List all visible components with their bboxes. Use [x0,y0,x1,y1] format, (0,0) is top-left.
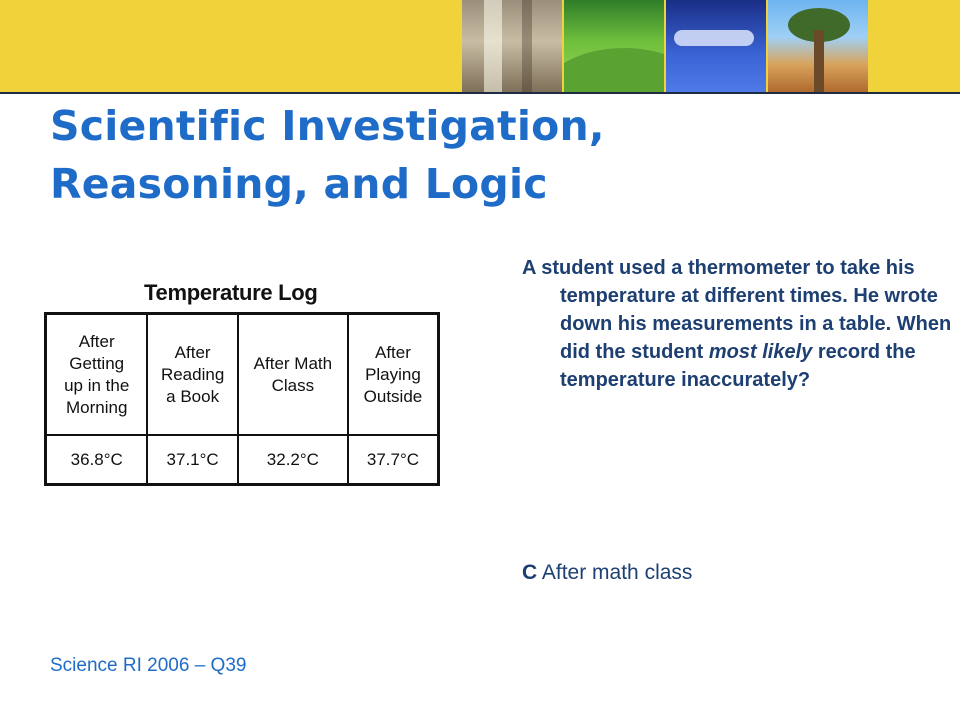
table-header-cell: After Reading a Book [147,314,237,436]
table-title: Temperature Log [144,280,318,305]
answer [522,561,692,585]
header-photo-interior [462,0,562,92]
question-text [522,254,955,394]
question-text-end: record the temperature inaccurately? [560,341,916,391]
header-divider [0,92,960,94]
temperature-log-table [44,312,440,486]
table-header-cell: After Getting up in the Morning [46,314,148,436]
table-value-cell: 37.1°C [147,435,237,484]
question-text-start: A student used a thermometer to take his temperature at different times. He wrote down his measurements in a table. When did the student [522,257,952,363]
question-emphasis: most likely [708,341,813,363]
answer-text: After math class [541,561,693,584]
table-value-cell: 37.7°C [348,435,439,484]
slide-title: Scientific Investigation, Reasoning, and Logic [50,102,605,208]
header-photo-sky [666,0,766,92]
table-header-cell: After Math Class [238,314,348,436]
header-photo-tree [768,0,868,92]
source-citation: Science RI 2006 – Q39 [50,655,247,676]
table-value-cell: 32.2°C [238,435,348,484]
table-value-cell: 36.8°C [46,435,148,484]
table-header-cell: After Playing Outside [348,314,439,436]
header-photo-grass [564,0,664,92]
answer-letter: C [522,561,538,584]
